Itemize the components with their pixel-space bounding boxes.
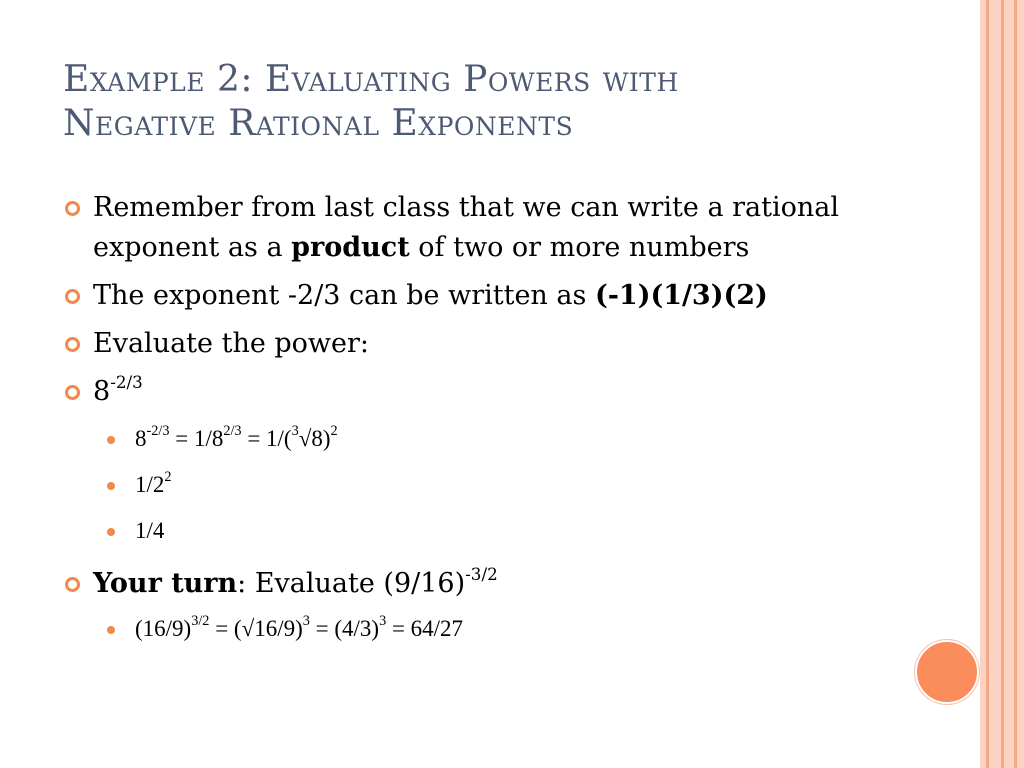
bullet-bold: product [291,232,410,263]
answer-exponent: 3 [302,613,310,630]
step-text: = 1/8 [169,426,224,451]
dot-bullet-icon [107,626,115,634]
answer-exponent: 3 [379,613,387,630]
bullet-text: The exponent -2/3 can be written as [93,280,595,311]
step-exponent: 2/3 [223,423,242,440]
title-line-2: Negative Rational Exponents [63,103,574,144]
step-2 [63,470,863,500]
step-exponent: 2 [330,423,338,440]
ring-bullet-icon [65,577,80,592]
answer-text: (16/9) [135,616,192,641]
bullet-bold: (-1)(1/3)(2) [594,280,768,311]
ring-bullet-icon [65,385,80,400]
title-line-1: Example 2: Evaluating Powers with [63,59,679,100]
bullet-power [63,372,863,412]
power-base: 8 [93,376,111,407]
bullet-exponent [63,276,863,316]
step-text: = 1/( [241,426,292,451]
your-turn-text: : Evaluate (9/16) [237,568,466,599]
bullet-evaluate [63,324,863,364]
ring-bullet-icon [65,289,80,304]
answer-text: = (√16/9) [209,616,303,641]
step-text: √8) [298,426,331,451]
step-1 [63,424,863,454]
ring-bullet-icon [65,337,80,352]
slide-title [63,58,923,146]
right-frame-stripe [1001,0,1004,768]
dot-bullet-icon [107,528,115,536]
bullet-your-turn [63,564,863,604]
bullet-text: Remember from last class that we can write a rational exponent as a [93,192,839,263]
your-turn-exponent: -3/2 [465,564,498,584]
ring-bullet-icon [65,201,80,216]
dot-bullet-icon [107,436,115,444]
slide-body [63,188,863,660]
right-frame-stripe [1014,0,1017,768]
bullet-text: Evaluate the power: [93,328,370,359]
decorative-circle [915,640,979,704]
bullet-remember [63,188,863,268]
step-text: 1/4 [135,518,165,543]
answer-exponent: 3/2 [191,613,210,630]
your-turn-label: Your turn [93,568,238,599]
right-frame-stripe [986,0,989,768]
step-text: 8 [135,426,147,451]
step-root-index: 3 [291,423,299,440]
power-exponent: -2/3 [110,372,143,392]
dot-bullet-icon [107,482,115,490]
step-exponent: -2/3 [146,423,170,440]
answer-text: = 64/27 [386,616,464,641]
answer-text: = (4/3) [309,616,380,641]
step-text: 1/2 [135,472,165,497]
answer-step [63,614,863,644]
step-3 [63,516,863,546]
step-exponent: 2 [164,469,172,486]
bullet-text: of two or more numbers [409,232,750,263]
